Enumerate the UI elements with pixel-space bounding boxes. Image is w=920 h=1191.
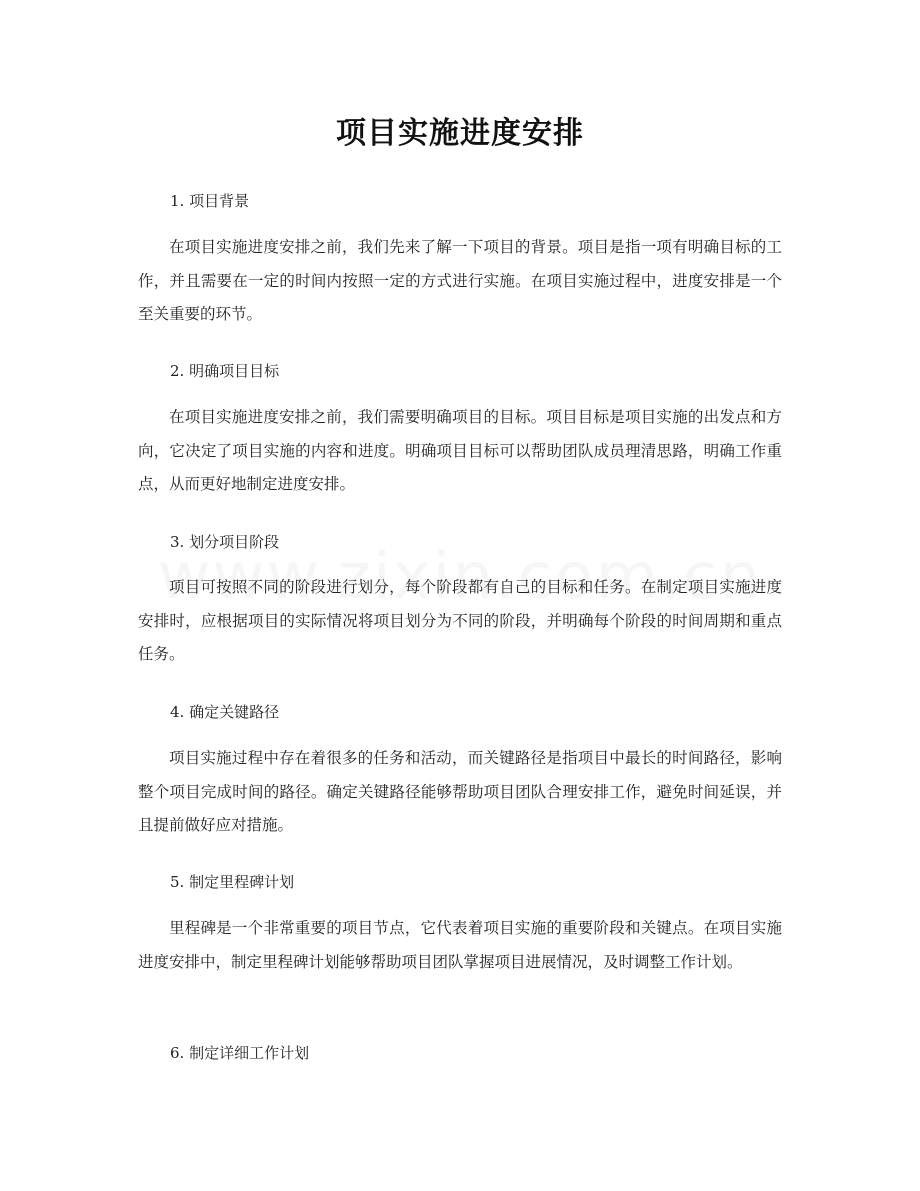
section-heading-3: 3. 划分项目阶段 [170,533,280,551]
section-body-4: 项目实施过程中存在着很多的任务和活动，而关键路径是指项目中最长的时间路径，影响整个项目完成时间的路径。确定关键路径能够帮助项目团队合理安排工作，避免时间延误，并且提前做好应对措施。 [138,749,782,834]
section-body-2: 在项目实施进度安排之前，我们需要明确项目的目标。项目目标是项目实施的出发点和方向，它决定了项目实施的内容和进度。明确项目目标可以帮助团队成员理清思路，明确工作重点，从而更好地制定进度安排。 [138,408,782,493]
section-heading-4: 4. 确定关键路径 [170,703,280,721]
section-heading-2: 2. 明确项目目标 [170,362,280,380]
section-heading-6: 6. 制定详细工作计划 [170,1044,310,1062]
section-heading-5: 5. 制定里程碑计划 [170,873,295,891]
section-body-1: 在项目实施进度安排之前，我们先来了解一下项目的背景。项目是指一项有明确目标的工作，并且需要在一定的时间内按照一定的方式进行实施。在项目实施过程中，进度安排是一个至关重要的环节。 [138,238,782,323]
document-title: 项目实施进度安排 [336,116,584,151]
section-body-3: 项目可按照不同的阶段进行划分，每个阶段都有自己的目标和任务。在制定项目实施进度安排时，应根据项目的实际情况将项目划分为不同的阶段，并明确每个阶段的时间周期和重点任务。 [138,578,782,663]
section-heading-1: 1. 项目背景 [170,192,250,210]
section-body-5: 里程碑是一个非常重要的项目节点，它代表着项目实施的重要阶段和关键点。在项目实施进度安排中，制定里程碑计划能够帮助项目团队掌握项目进展情况，及时调整工作计划。 [138,919,782,971]
